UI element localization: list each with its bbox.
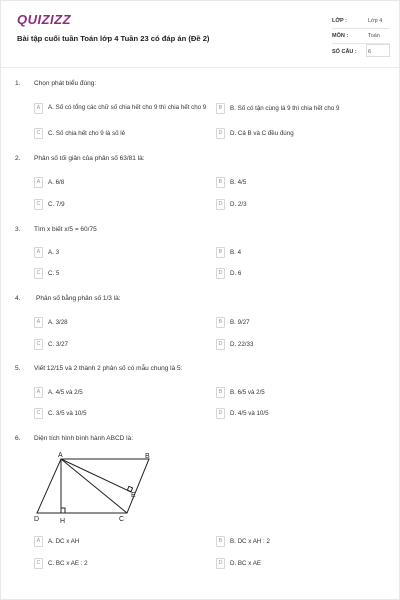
option-text: A. 6/8 (48, 178, 65, 186)
option-letter: D (216, 268, 225, 279)
label-d: D (34, 516, 40, 523)
option-letter: B (216, 177, 225, 188)
option-text: B. 6/5 và 2/5 (230, 388, 265, 396)
option-text: B. Số có tận cùng là 9 thì chia hết cho 9 (230, 104, 340, 112)
option-b[interactable] (216, 176, 246, 188)
question-number: 6. (15, 435, 21, 442)
header-divider (1, 67, 400, 68)
option-text: D. 22/33 (230, 340, 254, 348)
option-a[interactable] (34, 386, 83, 398)
option-text: C. Số chia hết cho 9 là số lẻ (48, 129, 126, 137)
page-title: Bài tập cuối tuần Toán lớp 4 Tuần 23 có đáp án (Đề 2) (17, 34, 210, 43)
option-text: B. 4 (230, 248, 242, 256)
option-letter: D (216, 199, 225, 210)
diagonal-ac (61, 459, 127, 513)
meta-key: LỚP : (332, 18, 347, 24)
option-letter: A (34, 387, 43, 398)
question-text: Phân số tối giản của phân số 63/81 là: (34, 155, 145, 162)
option-d[interactable] (216, 267, 241, 279)
option-a[interactable] (34, 176, 64, 188)
quizizz-logo: QUIZIZZ (17, 12, 72, 27)
option-text: D. 4/5 và 10/5 (230, 409, 269, 417)
question-number: 3. (15, 226, 21, 233)
option-letter: C (34, 128, 43, 139)
option-text: C. 5 (48, 269, 60, 277)
option-letter: D (216, 558, 225, 569)
meta-key: SỐ CÂU : (332, 48, 357, 55)
option-letter: D (216, 128, 225, 139)
option-text: A. Số có tổng các chữ số chia hết cho 9 thì chia hết cho 9 (48, 104, 207, 111)
option-text: B. 9/27 (230, 318, 250, 326)
meta-value: 6 (368, 48, 372, 55)
option-text: D. 2/3 (230, 200, 247, 208)
option-b[interactable] (216, 316, 250, 328)
option-c[interactable] (34, 127, 125, 139)
option-d[interactable] (216, 127, 294, 139)
option-text: C. 3/27 (48, 340, 68, 348)
option-letter: B (216, 536, 225, 547)
option-text: D. BC x AE (230, 559, 261, 567)
option-letter: D (216, 339, 225, 350)
question-number: 1. (15, 80, 21, 87)
option-letter: C (34, 558, 43, 569)
option-letter: A (34, 317, 43, 328)
option-letter: B (216, 317, 225, 328)
option-letter: C (34, 408, 43, 419)
option-text: D. Cả B và C đều đúng (230, 129, 294, 137)
option-b[interactable] (216, 386, 265, 398)
right-angle-e (127, 486, 132, 491)
question-text: Phân số bằng phân số 1/3 là: (36, 295, 121, 302)
option-a[interactable] (34, 246, 59, 258)
label-a: A (58, 452, 63, 459)
question-text: Diện tích hình bình hành ABCD là: (34, 435, 134, 442)
option-b[interactable] (216, 102, 339, 114)
option-text: D. 6 (230, 269, 242, 277)
label-e: E (131, 492, 136, 499)
option-letter: D (216, 408, 225, 419)
option-text: B. DC x AH : 2 (230, 537, 270, 545)
option-c[interactable] (34, 267, 59, 279)
option-d[interactable] (216, 198, 247, 210)
question-text: Tìm x biết x/5 = 60/75 (34, 226, 97, 233)
option-b[interactable] (216, 535, 270, 547)
question-number: 2. (15, 155, 21, 162)
option-text: B. 4/5 (230, 178, 247, 186)
question-number: 5. (15, 365, 21, 372)
option-d[interactable] (216, 407, 269, 419)
option-text: C. BC x AE : 2 (48, 559, 88, 567)
option-a[interactable] (34, 535, 79, 547)
option-a[interactable] (34, 98, 218, 118)
meta-value-box (366, 44, 390, 57)
option-b[interactable] (216, 246, 241, 258)
question-number: 4. (15, 295, 21, 302)
label-b: B (145, 453, 150, 460)
label-c: C (119, 516, 125, 523)
option-letter: A (34, 536, 43, 547)
option-text: C. 3/5 và 10/5 (48, 409, 87, 417)
option-letter: A (34, 177, 43, 188)
question-text: Viết 12/15 và 2 thành 2 phân số có mẫu chung là 5: (34, 365, 183, 372)
option-d[interactable] (216, 338, 253, 350)
option-letter: C (34, 199, 43, 210)
meta-value: Toán (368, 33, 380, 39)
meta-row-subject (332, 29, 390, 44)
option-c[interactable] (34, 198, 65, 210)
option-text: A. DC x AH (48, 537, 80, 545)
parallelogram-diagram (31, 450, 161, 526)
right-angle-h (61, 508, 65, 513)
option-c[interactable] (34, 407, 87, 419)
option-text: A. 3 (48, 248, 60, 256)
meta-row-class (332, 14, 390, 29)
option-d[interactable] (216, 557, 261, 569)
option-text: A. 4/5 và 2/5 (48, 388, 83, 396)
parallelogram-abcd (37, 459, 149, 513)
option-a[interactable] (34, 316, 68, 328)
meta-key: MÔN : (332, 33, 349, 39)
option-letter: A (34, 247, 43, 258)
option-letter: C (34, 339, 43, 350)
option-letter: B (216, 387, 225, 398)
option-text: C. 7/9 (48, 200, 65, 208)
option-letter: B (216, 247, 225, 258)
label-h: H (60, 518, 66, 525)
question-text: Chọn phát biểu đúng: (34, 80, 97, 87)
option-text: A. 3/28 (48, 318, 68, 326)
meta-value: Lớp 4 (368, 18, 383, 24)
option-letter: B (216, 103, 225, 114)
option-letter: A (34, 103, 43, 114)
option-letter: C (34, 268, 43, 279)
option-c[interactable] (34, 338, 68, 350)
option-c[interactable] (34, 557, 88, 569)
